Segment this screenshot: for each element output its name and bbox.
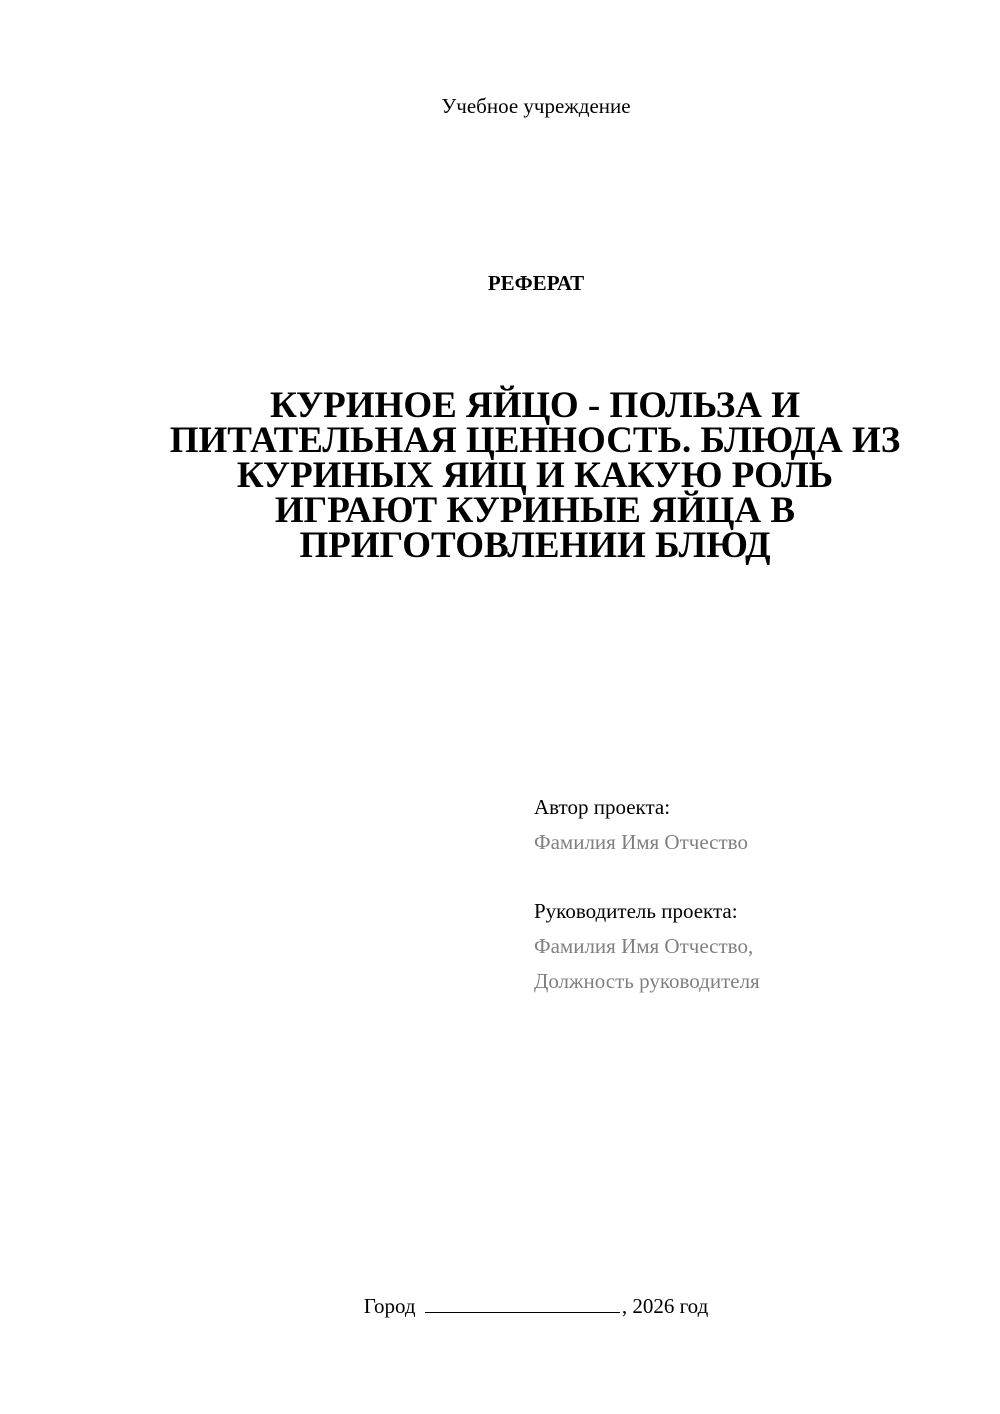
footer-city-year <box>0 1292 1000 1320</box>
institution-name: Учебное учреждение <box>441 94 631 118</box>
author-name: Фамилия Имя Отчество <box>534 830 748 854</box>
title-line: ПРИГОТОВЛЕНИИ БЛЮД <box>299 525 771 566</box>
title-line: КУРИНОЕ ЯЙЦО - ПОЛЬЗА И <box>269 385 801 426</box>
title-line: КУРИНЫХ ЯИЦ И КАКУЮ РОЛЬ <box>236 455 834 496</box>
author-label: Автор проекта: <box>534 795 671 819</box>
supervisor-position: Должность руководителя <box>534 969 760 993</box>
document-title <box>150 385 920 566</box>
city-blank-line <box>425 1292 620 1313</box>
year-text: , 2026 год <box>621 1294 709 1318</box>
title-line: ИГРАЮТ КУРИНЫЕ ЯЙЦА В <box>274 490 796 531</box>
supervisor-name: Фамилия Имя Отчество, <box>534 934 754 958</box>
credits-block <box>534 790 974 999</box>
document-type: РЕФЕРАТ <box>487 271 585 295</box>
supervisor-label: Руководитель проекта: <box>534 899 738 923</box>
spacer <box>534 860 974 894</box>
title-line: ПИТАТЕЛЬНАЯ ЦЕННОСТЬ. БЛЮДА ИЗ <box>169 420 901 461</box>
city-label: Город <box>363 1294 416 1318</box>
